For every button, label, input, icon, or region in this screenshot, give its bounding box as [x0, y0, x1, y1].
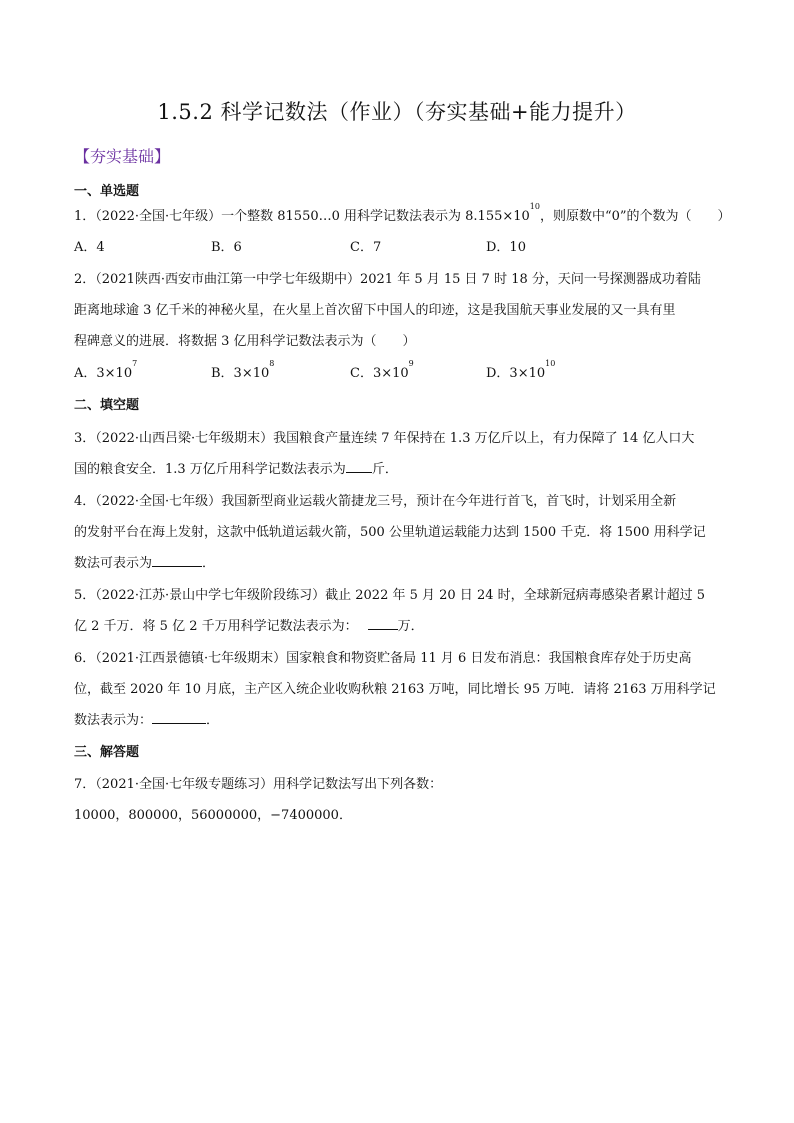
- q2-option-b-exp: 8: [269, 359, 275, 368]
- section-subheader: 【夯实基础】: [74, 147, 171, 166]
- question-6-text-b: ．: [206, 713, 220, 728]
- q2-option-c[interactable]: [350, 359, 414, 381]
- question-6-line-2: 位，截至 2020 年 10 月底，主产区入统企业收购秋粮 2163 万吨，同比增长 95 万吨．请将 2163 万用科学记: [74, 682, 716, 697]
- question-2-line-2: 距离地球逾 3 亿千米的神秘火星，在火星上首次留下中国人的印迹，这是我国航天事业发展的又一具有里: [74, 303, 676, 318]
- section-heading-fill-blank: 二、填空题: [74, 398, 140, 413]
- question-2-line-1: 2．（2021陕西·西安市曲江第一中学七年级期中）2021 年 5 月 15 日 7 时 18 分，天问一号探测器成功着陆: [74, 272, 701, 287]
- q1-option-b[interactable]: B．6: [211, 240, 242, 255]
- q2-option-c-exp: 9: [408, 359, 414, 368]
- section-heading-answer: 三、解答题: [74, 745, 140, 760]
- section-heading-single-choice: 一、单选题: [74, 184, 140, 199]
- question-2-options: [74, 359, 734, 381]
- question-5-text-a: 亿 2 千万．将 5 亿 2 千万用科学记数法表示为：: [74, 619, 358, 634]
- question-4-text-a: 数法可表示为: [74, 556, 153, 571]
- question-3-line-1: 3．（2022·山西吕梁·七年级期末）我国粮食产量连续 7 年保持在 1.3 万亿斤以上，有力保障了 14 亿人口大: [74, 431, 695, 446]
- question-5-answer-blank[interactable]: [368, 617, 398, 630]
- question-3-answer-blank[interactable]: [346, 460, 372, 473]
- question-6-answer-blank[interactable]: [152, 711, 206, 724]
- question-4-line-1: 4．（2022·全国·七年级）我国新型商业运载火箭捷龙三号，预计在今年进行首飞，首飞时，计划采用全新: [74, 494, 677, 509]
- q2-option-a[interactable]: [74, 359, 138, 381]
- question-1-options: [74, 236, 734, 254]
- question-1-stem-b: ，则原数中“0”的个数为（ ）: [539, 209, 731, 224]
- question-5-text-b: 万．: [397, 619, 424, 634]
- question-1-stem: [74, 202, 734, 224]
- q1-option-a[interactable]: A．4: [74, 240, 105, 255]
- q2-option-a-exp: 7: [132, 359, 138, 368]
- question-4-line-2: 的发射平台在海上发射，这款中低轨道运载火箭，500 公里轨道运载能力达到 1500 千克．将 1500 用科学记: [74, 525, 706, 540]
- q2-option-d[interactable]: [486, 359, 556, 381]
- question-3-text-b: 斤．: [371, 462, 398, 477]
- question-3-text-a: 国的粮食安全．1.3 万亿斤用科学记数法表示为: [74, 462, 346, 477]
- q2-option-b[interactable]: [211, 359, 275, 381]
- question-7-line-2: 10000，800000，56000000，−7400000．: [74, 808, 352, 823]
- question-7-line-1: 7．（2021·全国·七年级专题练习）用科学记数法写出下列各数：: [74, 777, 443, 792]
- q2-option-c-label: C．3×10: [350, 366, 409, 381]
- question-5-line-1: 5．（2022·江苏·景山中学七年级阶段练习）截止 2022 年 5 月 20 日 24 时，全球新冠病毒感染者累计超过 5: [74, 588, 706, 603]
- q1-option-d[interactable]: D．10: [486, 240, 526, 255]
- question-6-text-a: 数法表示为：: [74, 713, 153, 728]
- q2-option-d-label: D．3×10: [486, 366, 546, 381]
- question-4-answer-blank[interactable]: [152, 554, 202, 567]
- question-1-stem-a: 1．（2022·全国·七年级）一个整数 81550…0 用科学记数法表示为 8.155×10: [74, 209, 530, 224]
- question-4-line-3: [74, 552, 734, 571]
- question-2-line-3: 程碑意义的进展．将数据 3 亿用科学记数法表示为（ ）: [74, 334, 416, 349]
- q2-option-d-exp: 10: [545, 359, 556, 368]
- question-6-line-3: [74, 709, 734, 728]
- q1-option-c[interactable]: C．7: [350, 240, 382, 255]
- question-1-exponent: 10: [529, 202, 540, 211]
- q2-option-a-label: A．3×10: [74, 366, 133, 381]
- question-3-line-2: [74, 458, 734, 477]
- question-5-line-2: [74, 615, 734, 634]
- q2-option-b-label: B．3×10: [211, 366, 270, 381]
- page-title: 1.5.2 科学记数法（作业）（夯实基础+能力提升）: [157, 100, 637, 124]
- question-4-text-b: ．: [202, 556, 216, 571]
- question-6-line-1: 6．（2021·江西景德镇·七年级期末）国家粮食和物资贮备局 11 月 6 日发布消息：我国粮食库存处于历史高: [74, 651, 692, 666]
